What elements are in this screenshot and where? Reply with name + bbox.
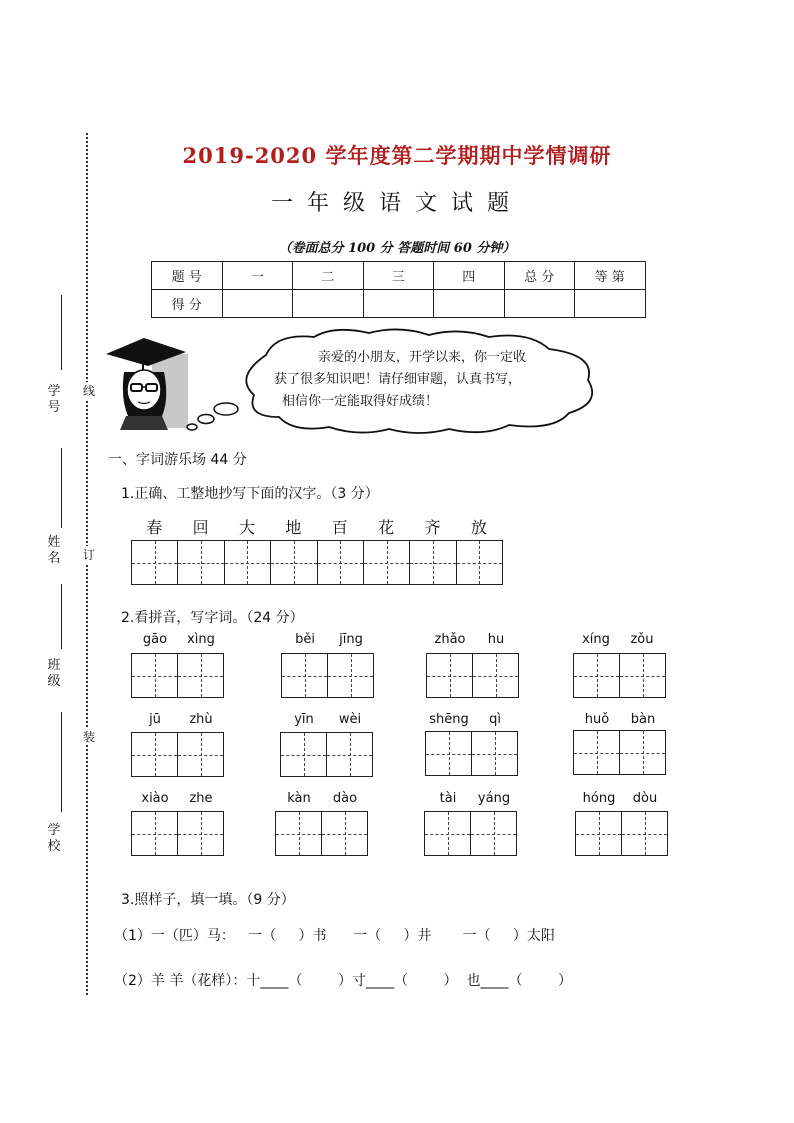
pinyin-syllable: wèi <box>338 712 362 727</box>
writing-cell[interactable] <box>473 654 518 697</box>
writing-cell[interactable] <box>322 812 367 855</box>
pinyin-syllable: hóng <box>582 791 616 806</box>
score-header-cell: 总 分 <box>504 262 575 290</box>
name-label: 姓名 <box>47 535 61 566</box>
writing-cell[interactable] <box>472 732 517 775</box>
copy-characters-row <box>131 515 502 538</box>
pinyin-hongdou <box>576 791 668 806</box>
section-1-title: 一、字词游乐场 44 分 <box>108 452 247 468</box>
writing-cell[interactable] <box>576 812 622 855</box>
writing-cell[interactable] <box>132 654 178 697</box>
copy-character: 地 <box>285 518 302 537</box>
pinyin-syllable: dào <box>332 791 358 806</box>
score-cell[interactable] <box>293 290 364 318</box>
pinyin-zhaohu <box>427 632 519 647</box>
pinyin-syllable: dòu <box>632 791 658 806</box>
writing-cell[interactable] <box>622 812 667 855</box>
score-table-header-row <box>152 262 646 290</box>
encouragement-line: 相信你一定能取得好成绩！ <box>282 394 439 409</box>
score-cell[interactable] <box>434 290 505 318</box>
pinyin-kandao <box>276 791 368 806</box>
pinyin-syllable: běi <box>295 632 315 647</box>
score-header-cell: 一 <box>222 262 293 290</box>
pinyin-syllable: hu <box>487 632 505 647</box>
pinyin-answer-grid <box>131 653 224 698</box>
question-2-label: 2.看拼音，写字词。（24 分） <box>121 610 304 626</box>
class-line <box>61 584 62 649</box>
pinyin-syllable: tài <box>439 791 457 806</box>
writing-cell[interactable] <box>281 733 327 776</box>
writing-cell[interactable] <box>132 733 178 776</box>
score-table-score-row <box>152 290 646 318</box>
student-id-line <box>61 295 62 370</box>
pinyin-answer-grid <box>575 811 668 856</box>
writing-cell[interactable] <box>178 654 223 697</box>
pinyin-beijing <box>282 632 374 647</box>
binding-dotted-line <box>86 133 88 995</box>
pinyin-syllable: zhe <box>189 791 213 806</box>
score-cell[interactable] <box>222 290 293 318</box>
class-label: 班级 <box>47 658 61 689</box>
score-header-cell: 四 <box>434 262 505 290</box>
writing-cell[interactable] <box>425 812 471 855</box>
writing-cell[interactable] <box>410 541 456 584</box>
writing-cell[interactable] <box>178 541 224 584</box>
student-cap-illustration <box>104 332 190 430</box>
exam-info: （卷面总分 100 分 答题时间 60 分钟） <box>278 241 516 256</box>
pinyin-syllable: zhù <box>189 712 213 727</box>
encouragement-text <box>274 347 600 413</box>
copy-character: 齐 <box>424 518 441 537</box>
pinyin-xiaozhe <box>132 791 224 806</box>
pinyin-answer-grid <box>425 731 518 776</box>
pinyin-huoban <box>574 712 666 727</box>
copy-character: 花 <box>378 518 395 537</box>
copy-character: 大 <box>238 518 255 537</box>
writing-cell[interactable] <box>457 541 502 584</box>
pinyin-syllable: bàn <box>630 712 656 727</box>
pinyin-juzhu <box>132 712 224 727</box>
writing-cell[interactable] <box>282 654 328 697</box>
pinyin-answer-grid <box>573 730 666 775</box>
writing-cell[interactable] <box>132 812 178 855</box>
score-cell[interactable] <box>575 290 646 318</box>
writing-cell[interactable] <box>471 812 516 855</box>
pinyin-yinwei <box>281 712 373 727</box>
pinyin-answer-grid <box>426 653 519 698</box>
writing-cell[interactable] <box>276 812 322 855</box>
score-header-cell: 二 <box>293 262 364 290</box>
score-header-cell: 题 号 <box>152 262 223 290</box>
copy-character: 百 <box>331 518 348 537</box>
pinyin-xingzou <box>573 632 665 647</box>
pinyin-answer-grid <box>131 811 224 856</box>
writing-cell[interactable] <box>364 541 410 584</box>
pinyin-syllable: qì <box>489 712 501 727</box>
pinyin-syllable: jīng <box>339 632 363 647</box>
score-header-cell: 三 <box>363 262 434 290</box>
binding-mark-ding: 订 <box>83 548 96 562</box>
writing-cell[interactable] <box>178 812 223 855</box>
writing-cell[interactable] <box>271 541 317 584</box>
writing-cell[interactable] <box>132 541 178 584</box>
school-line <box>61 712 62 812</box>
score-table <box>151 261 646 318</box>
exam-subject: 一年级语文试题 <box>270 191 523 216</box>
pinyin-answer-grid <box>275 811 368 856</box>
pinyin-syllable: yáng <box>477 791 511 806</box>
writing-cell[interactable] <box>427 654 473 697</box>
score-cell[interactable] <box>363 290 434 318</box>
encouragement-line: 亲爱的小朋友，开学以来，你一定收 <box>318 350 527 365</box>
pinyin-answer-grid <box>280 732 373 777</box>
writing-cell[interactable] <box>318 541 364 584</box>
pinyin-shengqi <box>426 712 518 727</box>
copy-character: 春 <box>146 518 163 537</box>
writing-cell[interactable] <box>225 541 271 584</box>
pinyin-answer-grid <box>281 653 374 698</box>
pinyin-syllable: gāo <box>142 632 168 647</box>
writing-cell[interactable] <box>620 654 665 697</box>
pinyin-syllable: jū <box>149 712 161 727</box>
pinyin-taiyang <box>425 791 517 806</box>
exam-title: 2019-2020 学年度第二学期期中学情调研 <box>182 143 612 168</box>
pinyin-answer-grid <box>573 653 666 698</box>
pinyin-answer-grid <box>424 811 517 856</box>
score-header-cell: 等 第 <box>575 262 646 290</box>
question-1-label: 1.正确、工整地抄写下面的汉字。（3 分） <box>121 486 379 502</box>
name-line <box>61 448 62 528</box>
encouragement-line: 获了很多知识吧！请仔细审题，认真书写， <box>274 372 522 387</box>
copy-character: 放 <box>470 518 487 537</box>
pinyin-syllable: shēng <box>429 712 469 727</box>
measure-word-fill-line[interactable]: （1）一（匹）马： 一（ ）书 一（ ）井 一（ ）太阳 <box>114 928 555 944</box>
pinyin-syllable: xìng <box>187 632 215 647</box>
binding-mark-zhuang: 装 <box>83 730 96 744</box>
copy-writing-grid <box>131 540 503 585</box>
pinyin-syllable: yīn <box>294 712 314 727</box>
writing-cell[interactable] <box>574 731 620 774</box>
writing-cell[interactable] <box>327 733 372 776</box>
copy-character: 回 <box>192 518 209 537</box>
pinyin-gaoxing <box>132 632 224 647</box>
writing-cell[interactable] <box>574 654 620 697</box>
score-row-label: 得 分 <box>152 290 223 318</box>
writing-cell[interactable] <box>328 654 373 697</box>
writing-cell[interactable] <box>178 733 223 776</box>
score-cell[interactable] <box>504 290 575 318</box>
character-add-fill-line[interactable]: （2）羊 羊（花样）：十____（ ）寸____（ ） 也____（ ） <box>114 973 573 989</box>
writing-cell[interactable] <box>426 732 472 775</box>
student-id-label: 学号 <box>47 384 61 415</box>
school-label: 学校 <box>47 823 61 854</box>
question-3-label: 3.照样子，填一填。（9 分） <box>121 892 295 908</box>
pinyin-syllable: xiào <box>141 791 169 806</box>
binding-mark-xian: 线 <box>83 384 96 398</box>
writing-cell[interactable] <box>620 731 665 774</box>
pinyin-syllable: zǒu <box>630 632 654 647</box>
pinyin-syllable: zhǎo <box>434 632 466 647</box>
pinyin-syllable: xíng <box>582 632 610 647</box>
pinyin-syllable: kàn <box>287 791 311 806</box>
pinyin-answer-grid <box>131 732 224 777</box>
pinyin-syllable: huǒ <box>584 712 610 727</box>
